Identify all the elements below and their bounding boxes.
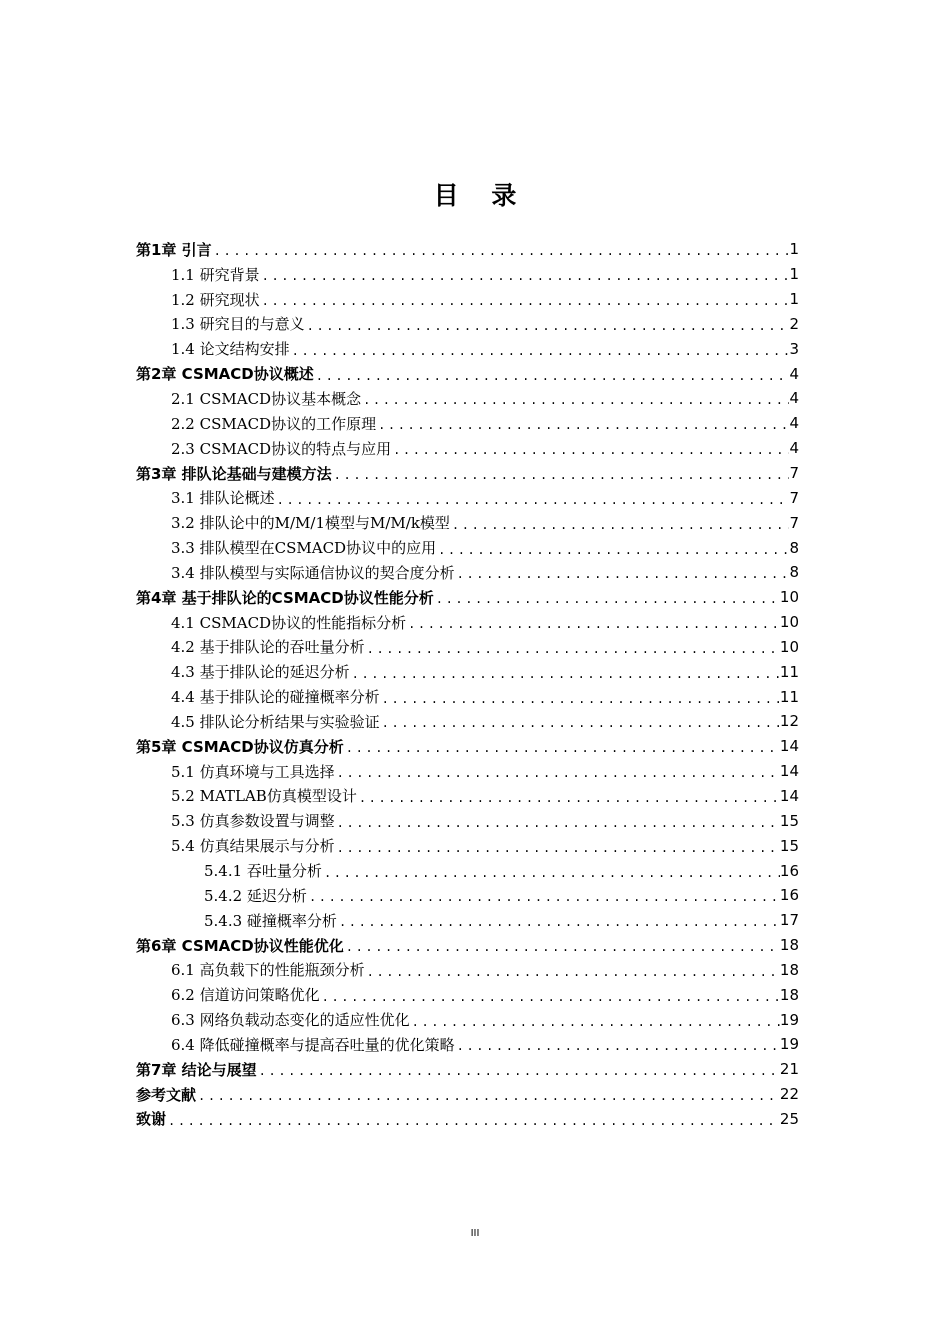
dot-leader [320, 990, 780, 1004]
toc-entry-title: 5.4 仿真结果展示与分析 [171, 837, 335, 856]
toc-entry-title: 4.5 排队论分析结果与实验验证 [171, 712, 380, 731]
dot-leader [257, 1064, 780, 1078]
toc-entry-title: 5.4.2 延迟分析 [204, 886, 307, 905]
toc-entry-page: 4 [789, 439, 799, 458]
toc-section-entry[interactable] [136, 684, 799, 709]
toc-section-entry[interactable] [136, 709, 799, 734]
toc-entry-page: 11 [779, 687, 799, 706]
toc-entry-page: 10 [779, 613, 799, 632]
dot-leader [305, 319, 789, 333]
toc-entry-title: 4.2 基于排队论的吞吐量分析 [171, 638, 365, 657]
toc-section-entry[interactable] [136, 436, 799, 461]
toc-entry-page: 10 [779, 637, 799, 656]
toc-entry-title: 5.2 MATLAB仿真模型设计 [171, 787, 357, 806]
dot-leader [361, 393, 789, 407]
toc-entry-page: 4 [789, 414, 799, 433]
toc-entry-title: 第7章 结论与展望 [136, 1060, 257, 1079]
toc-entry-page: 11 [779, 662, 799, 681]
toc-section-entry[interactable] [136, 312, 799, 337]
toc-entry-page: 14 [779, 737, 799, 756]
toc-entry-page: 22 [779, 1085, 799, 1104]
dot-leader [455, 1039, 780, 1053]
dot-leader [322, 866, 780, 880]
toc-entry-page: 14 [779, 786, 799, 805]
toc-entry-page: 4 [789, 389, 799, 408]
toc-section-entry[interactable] [136, 858, 799, 883]
toc-entry-title: 6.3 网络负载动态变化的适应性优化 [171, 1011, 410, 1030]
toc-entry-page: 1 [789, 265, 799, 284]
toc-entry-title: 第1章 引言 [136, 240, 212, 259]
toc-entry-page: 3 [789, 339, 799, 358]
toc-entry-page: 10 [779, 588, 799, 607]
toc-entry-page: 12 [779, 712, 799, 731]
dot-leader [365, 965, 780, 979]
toc-section-entry[interactable] [136, 808, 799, 833]
dot-leader [260, 269, 789, 283]
dot-leader [260, 294, 789, 308]
toc-entry-title: 2.2 CSMACD协议的工作原理 [171, 414, 377, 433]
toc-section-entry[interactable] [136, 287, 799, 312]
toc-chapter-entry[interactable] [136, 461, 799, 486]
toc-entry-page: 18 [779, 936, 799, 955]
toc-entry-page: 8 [789, 538, 799, 557]
toc-section-entry[interactable] [136, 957, 799, 982]
toc-section-entry[interactable] [136, 336, 799, 361]
toc-chapter-entry[interactable] [136, 1082, 799, 1107]
toc-section-entry[interactable] [136, 833, 799, 858]
toc-section-entry[interactable] [136, 411, 799, 436]
dot-leader [410, 1015, 780, 1029]
toc-section-entry[interactable] [136, 610, 799, 635]
toc-entry-title: 2.1 CSMACD协议基本概念 [171, 389, 362, 408]
toc-section-entry[interactable] [136, 262, 799, 287]
toc-entry-title: 第4章 基于排队论的CSMACD协议性能分析 [136, 588, 434, 607]
toc-entry-title: 致谢 [136, 1110, 167, 1129]
toc-entry-page: 21 [779, 1060, 799, 1079]
toc-entry-title: 5.4.3 碰撞概率分析 [204, 911, 337, 930]
toc-entry-title: 6.2 信道访问策略优化 [171, 986, 320, 1005]
toc-entry-page: 17 [779, 911, 799, 930]
dot-leader [166, 1114, 780, 1128]
toc-entry-title: 1.1 研究背景 [171, 265, 260, 284]
toc-entry-page: 8 [789, 563, 799, 582]
toc-entry-page: 2 [789, 314, 799, 333]
toc-entry-page: 1 [789, 240, 799, 259]
toc-entry-page: 19 [779, 1010, 799, 1029]
toc-entry-page: 1 [789, 290, 799, 309]
toc-entry-title: 6.4 降低碰撞概率与提高吞吐量的优化策略 [171, 1035, 455, 1054]
dot-leader [406, 617, 780, 631]
toc-entry-page: 7 [789, 488, 799, 507]
dot-leader [455, 567, 789, 581]
toc-chapter-entry[interactable] [136, 933, 799, 958]
toc-chapter-entry[interactable] [136, 361, 799, 386]
toc-section-entry[interactable] [136, 485, 799, 510]
toc-entry-title: 4.3 基于排队论的延迟分析 [171, 663, 350, 682]
toc-entry-title: 3.1 排队论概述 [171, 489, 275, 508]
toc-entry-title: 5.3 仿真参数设置与调整 [171, 812, 335, 831]
dot-leader [290, 344, 789, 358]
toc-entry-page: 7 [789, 513, 799, 532]
toc-entry-title: 第6章 CSMACD协议性能优化 [136, 936, 344, 955]
toc-section-entry[interactable] [136, 635, 799, 660]
toc-entry-title: 1.2 研究现状 [171, 290, 260, 309]
toc-section-entry[interactable] [136, 659, 799, 684]
toc-entry-page: 18 [779, 960, 799, 979]
toc-section-entry[interactable] [136, 759, 799, 784]
toc-chapter-entry[interactable] [136, 1107, 799, 1132]
dot-leader [450, 518, 789, 532]
dot-leader [335, 841, 780, 855]
dot-leader [380, 716, 780, 730]
toc-section-entry[interactable] [136, 510, 799, 535]
toc-entry-title: 3.3 排队模型在CSMACD协议中的应用 [171, 539, 437, 558]
toc-entry-page: 19 [779, 1035, 799, 1054]
toc-section-entry[interactable] [136, 535, 799, 560]
toc-entry-page: 4 [789, 364, 799, 383]
dot-leader [196, 1089, 780, 1103]
toc-section-entry[interactable] [136, 883, 799, 908]
toc-section-entry[interactable] [136, 908, 799, 933]
dot-leader [332, 468, 789, 482]
toc-section-entry[interactable] [136, 1007, 799, 1032]
toc-entry-title: 6.1 高负载下的性能瓶颈分析 [171, 961, 365, 980]
toc-chapter-entry[interactable] [136, 237, 799, 262]
dot-leader [344, 741, 780, 755]
dot-leader [307, 890, 780, 904]
dot-leader [314, 369, 789, 383]
toc-entry-title: 第3章 排队论基础与建模方法 [136, 464, 332, 483]
toc-entry-title: 2.3 CSMACD协议的特点与应用 [171, 439, 392, 458]
toc-chapter-entry[interactable] [136, 585, 799, 610]
dot-leader [275, 493, 789, 507]
toc-entry-title: 3.4 排队模型与实际通信协议的契合度分析 [171, 563, 455, 582]
toc-entry-title: 5.1 仿真环境与工具选择 [171, 762, 335, 781]
toc-chapter-entry[interactable] [136, 734, 799, 759]
toc-entry-page: 16 [779, 861, 799, 880]
dot-leader [376, 418, 789, 432]
dot-leader [357, 791, 780, 805]
dot-leader [212, 244, 789, 258]
table-of-contents [136, 237, 799, 1131]
toc-entry-title: 3.2 排队论中的M/M/1模型与M/M/k模型 [171, 514, 450, 533]
toc-entry-title: 1.4 论文结构安排 [171, 340, 290, 359]
toc-entry-title: 第5章 CSMACD协议仿真分析 [136, 737, 344, 756]
toc-entry-page: 25 [779, 1109, 799, 1128]
toc-entry-page: 15 [779, 836, 799, 855]
dot-leader [350, 667, 780, 681]
toc-entry-title: 4.4 基于排队论的碰撞概率分析 [171, 688, 380, 707]
toc-entry-title: 5.4.1 吞吐量分析 [204, 862, 322, 881]
dot-leader [436, 543, 789, 557]
dot-leader [391, 443, 789, 457]
page-title: 目 录 [433, 181, 529, 210]
toc-entry-title: 4.1 CSMACD协议的性能指标分析 [171, 613, 407, 632]
dot-leader [335, 816, 780, 830]
toc-entry-title: 1.3 研究目的与意义 [171, 315, 305, 334]
toc-entry-title: 参考文献 [136, 1085, 197, 1104]
dot-leader [380, 692, 780, 706]
dot-leader [337, 915, 780, 929]
page-number: III [470, 1228, 480, 1239]
dot-leader [344, 940, 780, 954]
toc-entry-page: 16 [779, 886, 799, 905]
toc-section-entry[interactable] [136, 784, 799, 809]
toc-section-entry[interactable] [136, 386, 799, 411]
toc-entry-page: 14 [779, 762, 799, 781]
toc-entry-page: 15 [779, 811, 799, 830]
toc-chapter-entry[interactable] [136, 1057, 799, 1082]
toc-entry-page: 18 [779, 985, 799, 1004]
toc-section-entry[interactable] [136, 560, 799, 585]
dot-leader [365, 642, 780, 656]
toc-entry-page: 7 [789, 464, 799, 483]
toc-section-entry[interactable] [136, 982, 799, 1007]
toc-entry-title: 第2章 CSMACD协议概述 [136, 365, 314, 384]
toc-section-entry[interactable] [136, 1032, 799, 1057]
dot-leader [335, 766, 780, 780]
dot-leader [434, 592, 780, 606]
